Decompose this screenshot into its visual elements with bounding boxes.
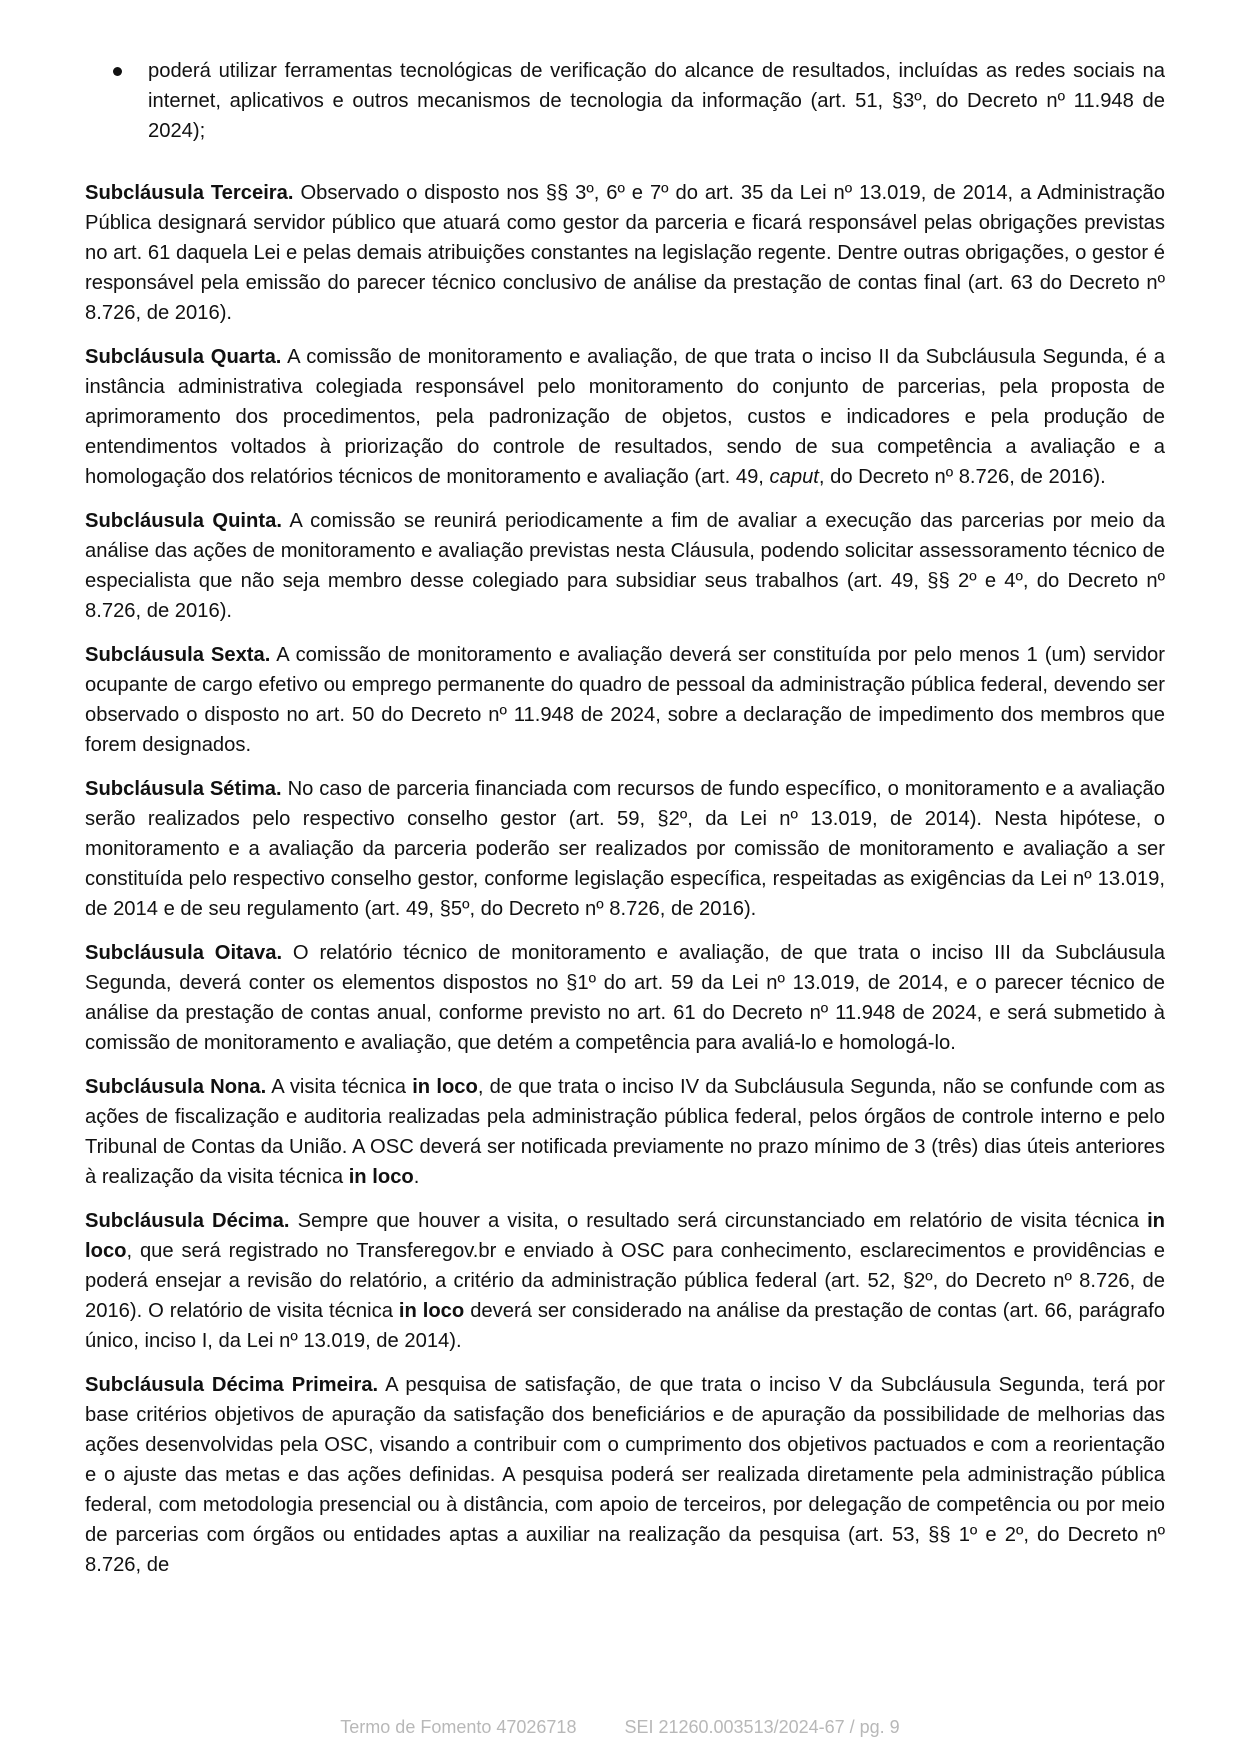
clause-heading: Subcláusula Décima Primeira. bbox=[85, 1374, 379, 1396]
clause-text: , de que trata o inciso IV da Subcláusula Segunda, não se confunde com as ações de fiscalização e auditoria realizadas pela administração pública federal, pelos órgãos de controle interno e pelo Tribunal de Contas da União. A OSC deverá ser notificada previamente no prazo mínimo de 3 (três) dias úteis anteriores à realização da visita técnica bbox=[85, 1076, 1166, 1188]
clause-quarta bbox=[85, 342, 1165, 492]
clause-text: A visita técnica bbox=[271, 1076, 406, 1098]
clause-setima bbox=[85, 774, 1165, 924]
clause-text-tail: , do Decreto nº 8.726, de 2016). bbox=[818, 466, 1106, 488]
clause-bold-term: in loco bbox=[85, 1210, 1166, 1262]
clause-text-tail: deverá ser considerado na análise da prestação de contas (art. 66, parágrafo único, inciso I, da Lei nº 13.019, de 2014). bbox=[85, 1300, 1166, 1352]
clause-heading: Subcláusula Décima. bbox=[85, 1210, 290, 1232]
clause-oitava bbox=[85, 938, 1165, 1058]
clause-bold-term: in loco bbox=[348, 1166, 414, 1188]
clause-text: A comissão de monitoramento e avaliação, de que trata o inciso II da Subcláusula Segunda, é a instância administrativa colegiada responsável pelo monitoramento do conjunto de parcerias, pela proposta de aprimoramento dos procedimentos, pela padronização de objetos, custos e indicadores e pela produção de entendimentos voltados à priorização do controle de resultados, sendo de sua competência a avaliação e a homologação dos relatórios técnicos de monitoramento e avaliação (art. 49, bbox=[85, 346, 1166, 488]
clause-text: O relatório técnico de monitoramento e avaliação, de que trata o inciso III da Subcláusula Segunda, deverá conter os elementos dispostos no §1º do art. 59 da Lei nº 13.019, de 2014, e o parecer técnico de análise da prestação de contas anual, conforme previsto no art. 61 do Decreto nº 11.948 de 2024, e será submetido à comissão de monitoramento e avaliação, que detém a competência para avaliá-lo e homologá-lo. bbox=[85, 942, 1166, 1054]
footer-process-page: SEI 21260.003513/2024-67 / pg. 9 bbox=[624, 1717, 900, 1737]
footer-document-id: Termo de Fomento 47026718 bbox=[340, 1717, 577, 1737]
clause-text: A comissão de monitoramento e avaliação deverá ser constituída por pelo menos 1 (um) servidor ocupante de cargo efetivo ou emprego permanente do quadro de pessoal da administração pública federal, devendo ser observado o disposto no art. 50 do Decreto nº 11.948 de 2024, sobre a declaração de impedimento dos membros que forem designados. bbox=[85, 644, 1165, 756]
clause-sexta bbox=[85, 640, 1165, 760]
clause-heading: Subcláusula Nona. bbox=[85, 1076, 267, 1098]
document-page bbox=[85, 56, 1165, 1594]
clause-heading: Subcláusula Quinta. bbox=[85, 510, 282, 532]
clause-text: No caso de parceria financiada com recursos de fundo específico, o monitoramento e a avaliação serão realizados pelo respectivo conselho gestor (art. 59, §2º, da Lei nº 13.019, de 2014). Nesta hipótese, o monitoramento e a avaliação da parceria poderão ser realizados por comissão de monitoramento e avaliação a ser constituída pelo respectivo conselho gestor, conforme legislação específica, respeitadas as exigências da Lei nº 13.019, de 2014 e de seu regulamento (art. 49, §5º, do Decreto nº 8.726, de 2016). bbox=[85, 778, 1165, 920]
clause-italic-term: caput bbox=[769, 466, 819, 488]
clause-text: A comissão se reunirá periodicamente a fim de avaliar a execução das parcerias por meio da análise das ações de monitoramento e avaliação previstas nesta Cláusula, podendo solicitar assessoramento técnico de especialista que não seja membro desse colegiado para subsidiar seus trabalhos (art. 49, §§ 2º e 4º, do Decreto nº 8.726, de 2016). bbox=[85, 510, 1166, 622]
clause-text: Observado o disposto nos §§ 3º, 6º e 7º do art. 35 da Lei nº 13.019, de 2014, a Administração Pública designará servidor público que atuará como gestor da parceria e ficará responsável pelas obrigações previstas no art. 61 daquela Lei e pelas demais atribuições constantes na legislação regente. Dentre outras obrigações, o gestor é responsável pela emissão do parecer técnico conclusivo de análise da prestação de contas final (art. 63 do Decreto nº 8.726, de 2016). bbox=[85, 182, 1166, 324]
bullet-item bbox=[85, 56, 1165, 146]
clause-nona bbox=[85, 1072, 1165, 1192]
clause-quinta bbox=[85, 506, 1165, 626]
clause-heading: Subcláusula Terceira. bbox=[85, 182, 294, 204]
clause-bold-term: in loco bbox=[398, 1300, 465, 1322]
clause-terceira bbox=[85, 178, 1165, 328]
page-footer bbox=[0, 1717, 1240, 1738]
clause-heading: Subcláusula Oitava. bbox=[85, 942, 283, 964]
clause-heading: Subcláusula Quarta. bbox=[85, 346, 282, 368]
clause-text: Sempre que houver a visita, o resultado será circunstanciado em relatório de visita técnica bbox=[297, 1210, 1139, 1232]
clause-bold-term: in loco bbox=[412, 1076, 478, 1098]
clause-text-tail: . bbox=[413, 1166, 420, 1188]
bullet-text: poderá utilizar ferramentas tecnológicas de verificação do alcance de resultados, incluídas as redes sociais na internet, aplicativos e outros mecanismos de tecnologia da informação (art. 51, §3º, do Decreto nº 11.948 de 2024); bbox=[148, 60, 1165, 142]
clause-decima bbox=[85, 1206, 1165, 1356]
clause-text: , que será registrado no Transferegov.br e enviado à OSC para conhecimento, esclarecimentos e providências e poderá ensejar a revisão do relatório, a critério da administração pública federal (art. 52, §2º, do Decreto nº 8.726, de 2016). O relatório de visita técnica bbox=[85, 1240, 1165, 1322]
clause-heading: Subcláusula Sexta. bbox=[85, 644, 271, 666]
clause-heading: Subcláusula Sétima. bbox=[85, 778, 282, 800]
clause-decima-primeira bbox=[85, 1370, 1165, 1580]
bullet-dot-icon bbox=[113, 67, 122, 76]
clause-text: A pesquisa de satisfação, de que trata o inciso V da Subcláusula Segunda, terá por base critérios objetivos de apuração da satisfação dos beneficiários e de apuração da possibilidade de melhorias das ações desenvolvidas pela OSC, visando a contribuir com o cumprimento dos objetivos pactuados e com a reorientação e o ajuste das metas e das ações definidas. A pesquisa poderá ser realizada diretamente pela administração pública federal, com metodologia presencial ou à distância, com apoio de terceiros, por delegação de competência ou por meio de parcerias com órgãos ou entidades aptas a auxiliar na realização da pesquisa (art. 53, §§ 1º e 2º, do Decreto nº 8.726, de bbox=[85, 1374, 1165, 1576]
